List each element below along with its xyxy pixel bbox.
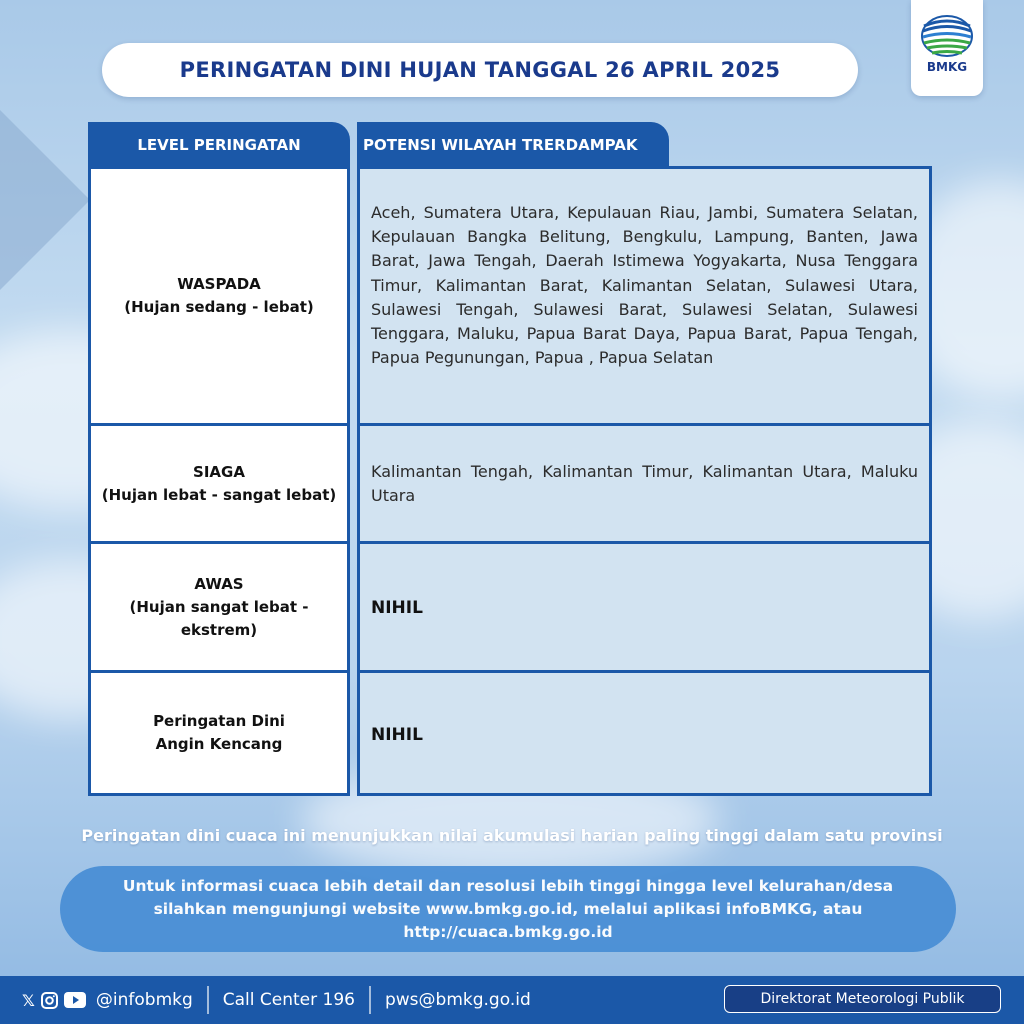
regions-cell-waspada bbox=[357, 166, 932, 426]
bmkg-logo-icon bbox=[920, 14, 974, 58]
info-line: silahkan mengunjungi website www.bmkg.go.id, melalui aplikasi infoBMKG, atau bbox=[153, 899, 863, 918]
social-icons bbox=[22, 990, 193, 1010]
logo-text: BMKG bbox=[926, 60, 968, 74]
level-name: AWAS bbox=[194, 574, 244, 593]
regions-text: Kalimantan Tengah, Kalimantan Timur, Kalimantan Utara, Maluku Utara bbox=[371, 462, 918, 506]
level-description: (Hujan lebat - sangat lebat) bbox=[101, 485, 337, 504]
call-center: Call Center 196 bbox=[222, 990, 355, 1010]
x-twitter-icon[interactable]: 𝕏 bbox=[22, 990, 35, 1010]
level-cell-awas bbox=[88, 541, 350, 673]
youtube-icon[interactable] bbox=[64, 992, 86, 1008]
directorate-badge: Direktorat Meteorologi Publik bbox=[724, 985, 1001, 1013]
level-cell-waspada bbox=[88, 166, 350, 426]
regions-cell-awas bbox=[357, 541, 932, 673]
accumulation-note: Peringatan dini cuaca ini menunjukkan nilai akumulasi harian paling tinggi dalam satu provinsi bbox=[81, 826, 943, 845]
info-banner bbox=[60, 866, 956, 952]
header-level: LEVEL PERINGATAN bbox=[88, 122, 350, 168]
level-description: Angin Kencang bbox=[155, 735, 283, 753]
level-name: SIAGA bbox=[193, 462, 245, 481]
info-link[interactable]: http://cuaca.bmkg.go.id bbox=[403, 922, 613, 941]
triangle-decoration bbox=[0, 90, 90, 290]
regions-text: NIHIL bbox=[371, 725, 423, 745]
instagram-icon[interactable] bbox=[41, 992, 58, 1009]
social-handle[interactable]: @infobmkg bbox=[95, 990, 193, 1010]
level-cell-siaga bbox=[88, 423, 350, 544]
regions-cell-angin bbox=[357, 670, 932, 796]
level-name: WASPADA bbox=[177, 275, 261, 293]
divider bbox=[369, 986, 371, 1014]
email-link[interactable]: pws@bmkg.go.id bbox=[384, 990, 531, 1010]
regions-text: Aceh, Sumatera Utara, Kepulauan Riau, Jambi, Sumatera Selatan, Kepulauan Bangka Belitung, Bengkulu, Lampung, Banten, Jawa Barat, Jawa Tengah, Daerah Istimewa Yogyakarta, Nusa Tenggara Timur, Kalimantan Barat, Kalimantan Selatan, Sulawesi Utara, Sulawesi Tengah, Sulawesi Barat, Sulawesi Selatan, Sulawesi Tenggara, Maluku, Papua Barat Daya, Papua Barat, Papua Tengah, Papua Pegunungan, Papua , Papua Selatan bbox=[371, 203, 918, 368]
page-title: PERINGATAN DINI HUJAN TANGGAL 26 APRIL 2025 bbox=[102, 43, 858, 97]
level-name: Peringatan Dini bbox=[153, 712, 285, 730]
info-line: Untuk informasi cuaca lebih detail dan resolusi lebih tinggi hingga level kelurahan/desa bbox=[122, 876, 894, 895]
divider bbox=[207, 986, 209, 1014]
header-regions: POTENSI WILAYAH TRERDAMPAK bbox=[357, 122, 669, 168]
level-description: (Hujan sedang - lebat) bbox=[124, 298, 314, 316]
regions-text: NIHIL bbox=[371, 598, 423, 618]
level-cell-angin bbox=[88, 670, 350, 796]
bmkg-logo bbox=[911, 0, 983, 96]
level-description: (Hujan sangat lebat - ekstrem) bbox=[129, 597, 309, 639]
regions-cell-siaga bbox=[357, 423, 932, 544]
